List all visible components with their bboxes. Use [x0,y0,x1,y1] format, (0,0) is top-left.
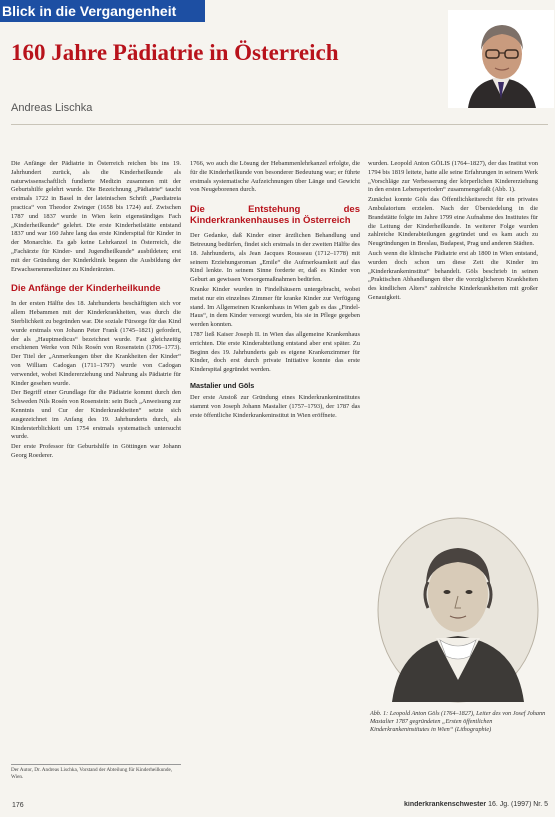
journal-footer [370,801,548,808]
article-column-2 [190,160,360,780]
article-column-1 [11,160,181,765]
body-paragraph: Der Gedanke, daß Kinder einer ärztlichen Behandlung und Betreuung bedürfen, findet sich erstmals in der zweiten Hälfte des 18. Jahrhunderts, als Jean Jacques Rousseau (1712–1778) mit seinem Erziehungsroman „Emile“ die Aufmerksamkeit auf das Kind lenkte. In seinem Sinne forderte er, daß es Kinder von Geburt an gewissen Vorsorgemaßnahmen bedürfen. [190,232,360,284]
subheading: Die Entstehung des Kinderkrankenhauses in Österreich [190,204,360,227]
article-author: Andreas Lischka [11,102,93,114]
body-paragraph: Der Begriff einer Grundlage für die Pädiatrie kommt durch den Schweden Nils Rosén von Rosenstein: sein Buch „Anweisung zur Kenntnis und Cur der Kinderkrankheiten“ setzte sich ausgezeichnet im Anfang des 19. Jahrhunderts durch, als Kindersterblichkeit um 1754 erstmals systematisch untersucht wurde. [11,389,181,441]
body-paragraph: 1766, wo auch die Lösung der Hebammenlehrkanzel erfolgte, die für die Kinderheilkunde von besonderer Bedeutung war; er führte erstmals systematische Aufzeichnungen über Länge und Gewicht von Neugeborenen durch. [190,160,360,194]
page-number: 176 [12,802,24,809]
footnote: Der Autor, Dr. Andreas Lischka, Vorstand der Abteilung für Kinderheilkunde, Wien. [11,764,181,780]
historical-portrait-image [370,512,546,706]
section-banner: Blick in die Vergangenheit [0,0,205,22]
subheading-small: Mastalier und Göls [190,380,255,390]
author-photo [448,10,554,108]
body-paragraph: Die Anfänge der Pädiatrie in Österreich reichen bis ins 19. Jahrhundert zurück, als die Kinderheilkunde als naturwissenschaftlich fundierte Medizin zusammen mit der Geburtshilfe gelehrt wurde. Die Bezeichnung „Pädiatrie“ taucht erstmals 1722 in Basel in der lateinischen Schrift „Paediatreia practica“ von Theodor Zwinger (1658 bis 1724) auf. Zwischen 1787 und 1837 wurde in Wien kein eigenständiges Fach „Kinderheilkunde“ gelehrt. Die erste Kinderheilstätte entstand 1837 und war 160 Jahre lang das erste Kinderspital für Kinder in der Monarchie. Es gab keine Lehrkanzel in Österreich, die „Fachärzte für Kinder- und Jugendheilkunde“ ausbildeten; erst mit der Gründung der Kinderklinik begann die Ausbildung der Erwachsenenmediziner zu Kinderärzten. [11,160,181,273]
body-paragraph: wurden. Leopold Anton GÖLIS (1764–1827), der das Institut von 1794 bis 1819 leitete, hatte alle seine Erfahrungen in seinem Werk „Vorschläge zur Verbesserung der körperlichen Kindererziehung in den ersten Lebensperioden“ zusammengefaßt (Abb. 1). [368,160,538,194]
subheading: Die Anfänge der Kinderheilkunde [11,283,161,295]
image-caption: Abb. 1: Leopold Anton Göls (1764–1827), Leiter des von Josef Johann Mastalier 1787 gegründeten „Ersten öffentlichen Kinderkrankeninstitutes in Wien“ (Lithographie) [370,710,546,734]
body-paragraph: Der erste Professor für Geburtshilfe in Göttingen war Johann Georg Roederer. [11,443,181,459]
journal-issue: 16. Jg. (1997) Nr. 5 [488,801,548,808]
body-paragraph: In der ersten Hälfte des 18. Jahrhunderts beschäftigten sich vor allem Hebammen mit der Kinderkrankheiten, was durch die Sterblichkeit zu begründen war. Die soziale Fürsorge für das Kind wurde erstmals von Johann Peter Frank (1745–1821) gefordert, der als „Hauptmedicus“ bezeichnet wurde. Fast gleichzeitig erschienen Werke von Nils Rosén von Rosenstein (1706–1773). Der Titel der „Anmerkungen über die Krankheiten der Kinder“ von William Cadogan (1711–1797) wurde von Cadogan verwendet, wobei Kindererziehung und Nahrung als Pädiatrie für Kinder gesehen wurde. [11,300,181,387]
body-paragraph: Auch wenn die klinische Pädiatrie erst ab 1800 in Wien entstand, wurden doch schon um diese Zeit die Kinder im „Kinderkrankeninstitut“ behandelt. Göls beschrieb in seinen „Praktischen Abhandlungen über die vorzüglicheren Krankheiten des kindlichen Alters“ zahlreiche Kinderkrankheiten mit großer Genauigkeit. [368,249,538,301]
body-paragraph: Kranke Kinder wurden in Findelhäusern untergebracht, wobei meist nur ein einzelnes Zimmer für kranke Kinder zur Verfügung stand. Im Allgemeinen Krankenhaus in Wien gab es das „Findel-Haus“, in dem Kinder versorgt wurden, bis sie in Pflege gegeben werden konnten. [190,285,360,329]
journal-name: kinderkrankenschwester [404,801,487,808]
article-column-3 [368,160,538,505]
body-paragraph: Zunächst konnte Göls das Öffentlichkeitsrecht für ein privates Ambulatorium erzielen. Nach der Übersiedelung in die Brandstätte folgte im Jahre 1799 eine Aufnahme des Institutes für die Leitung der Kinderheilkunde. In weiterer Folge wurden zahlreiche Kinderabteilungen gegründet und es kam auch zu Neugründungen in Breslau, Budapest, Prag und anderen Städten. [368,196,538,248]
article-headline: 160 Jahre Pädiatrie in Österreich [11,40,339,65]
body-paragraph: Der erste Anstoß zur Gründung eines Kinderkrankeninstitutes stammt von Joseph Johann Mastalier (1757–1793), der 1787 das erste öffentliche Kinderkrankeninstitut in Wien eröffnete. [190,393,360,419]
body-paragraph: 1787 ließ Kaiser Joseph II. in Wien das allgemeine Krankenhaus errichten. Die erste Kinderabteilung entstand aber erst später. Zu Beginn des 19. Jahrhunderts gab es eigene Krankenzimmer für Kinder, doch erst durch private Initiative konnte das erste Kinderspital gegründet werden. [190,330,360,374]
header-divider [11,124,548,125]
